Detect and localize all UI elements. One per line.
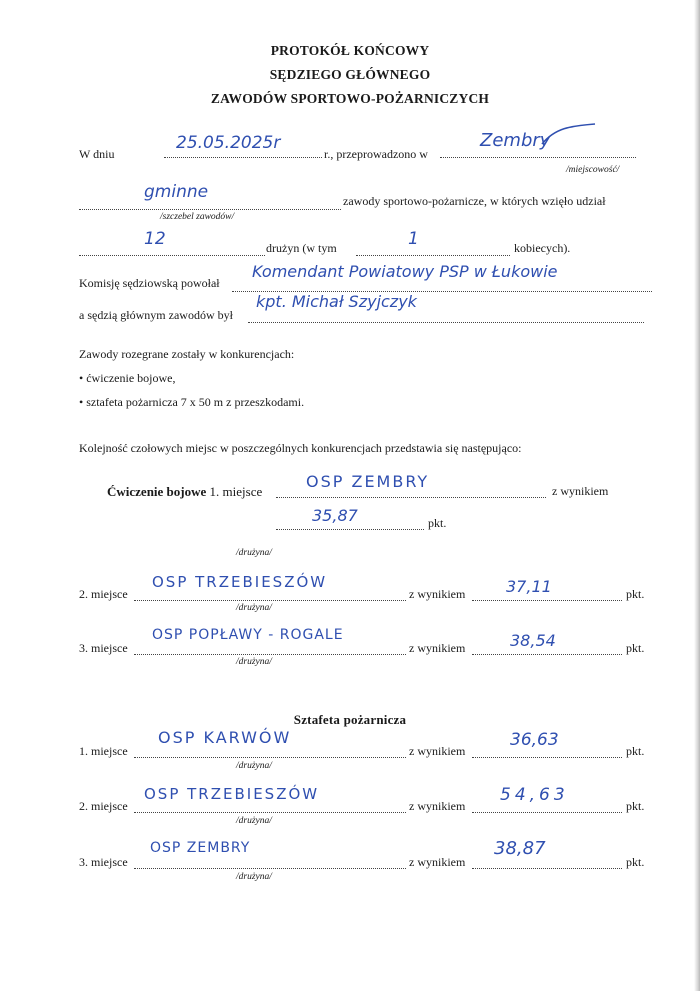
date-handwritten: 25.05.2025r <box>176 133 281 153</box>
sztafeta-place-3-score: 38,87 <box>494 838 546 859</box>
cwiczenie-place-2: 2. miejsce <box>79 587 128 601</box>
sztafeta-place-1-score-line <box>472 756 622 758</box>
women-handwritten: 1 <box>408 229 419 249</box>
sztafeta-place-3: 3. miejsce <box>79 855 128 869</box>
cwiczenie-place-3-caption: /drużyna/ <box>236 657 272 667</box>
title-line-3: ZAWODÓW SPORTOWO-POŻARNICZYCH <box>210 91 490 106</box>
level-field-line <box>79 208 341 210</box>
sztafeta-place-3-team: OSP ZEMBRY <box>150 840 251 856</box>
label-zawody: zawody sportowo-pożarnicze, w których wzięło udział <box>343 194 606 208</box>
place-handwritten: Zembry <box>480 130 551 151</box>
sztafeta-place-3-caption: /drużyna/ <box>236 872 272 882</box>
sztafeta-place-2-pkt: pkt. <box>626 799 645 813</box>
sztafeta-place-2-caption: /drużyna/ <box>236 816 272 826</box>
place-field-line <box>440 156 636 158</box>
label-komisja: Komisję sędziowską powołał <box>79 276 220 290</box>
date-field-line <box>164 156 322 158</box>
teams-field-line <box>79 254 265 256</box>
sztafeta-place-2-team-line <box>134 811 406 813</box>
cwiczenie-place-3-z-wynikiem: z wynikiem <box>409 641 466 655</box>
sztafeta-place-2: 2. miejsce <box>79 799 128 813</box>
cwiczenie-place-2-caption: /drużyna/ <box>236 603 272 613</box>
teams-handwritten: 12 <box>144 229 166 249</box>
level-handwritten: gminne <box>144 182 209 202</box>
sztafeta-place-1-caption: /drużyna/ <box>236 761 272 771</box>
cwiczenie-place-2-z-wynikiem: z wynikiem <box>409 587 466 601</box>
cwiczenie-place-3-score: 38,54 <box>510 631 556 650</box>
cwiczenie-label <box>107 484 262 500</box>
sedzia-field-line <box>248 321 644 323</box>
cwiczenie-first-place: 1. miejsce <box>209 484 263 499</box>
cwiczenie-place-3-pkt: pkt. <box>626 641 645 655</box>
title-line-2: SĘDZIEGO GŁÓWNEGO <box>269 67 431 82</box>
sztafeta-place-2-score-line <box>472 811 622 813</box>
cwiczenie-first-caption: /drużyna/ <box>236 548 272 558</box>
cwiczenie-first-team-line <box>276 496 546 498</box>
label-sedzia: a sędzią głównym zawodów był <box>79 308 233 322</box>
sztafeta-place-3-score-line <box>472 867 622 869</box>
cwiczenie-bold: Ćwiczenie bojowe <box>107 484 207 499</box>
sztafeta-title: Sztafeta pożarnicza <box>293 712 407 727</box>
cwiczenie-place-3-team-line <box>134 653 406 655</box>
komisja-handwritten: Komendant Powiatowy PSP w Łukowie <box>252 262 558 281</box>
sztafeta-place-1-z-wynikiem: z wynikiem <box>409 744 466 758</box>
level-caption: /szczebel zawodów/ <box>160 212 235 222</box>
cwiczenie-z-wynikiem: z wynikiem <box>552 484 609 498</box>
konkurencja-item-1: • ćwiczenie bojowe, <box>79 371 176 385</box>
sztafeta-place-1-score: 36,63 <box>510 730 559 750</box>
cwiczenie-place-2-team: OSP TRZEBIESZÓW <box>152 573 328 591</box>
sztafeta-place-2-score: 54,63 <box>500 785 569 805</box>
cwiczenie-first-score-line <box>276 528 424 530</box>
kolejnosc-text: Kolejność czołowych miejsc w poszczególnych konkurencjach przedstawia się następująco: <box>79 441 522 455</box>
sztafeta-place-3-pkt: pkt. <box>626 855 645 869</box>
cwiczenie-place-3-team: OSP POPŁAWY - ROGALE <box>152 627 344 643</box>
label-druzyn: drużyn (w tym <box>266 241 337 255</box>
label-przeprowadzono: r., przeprowadzono w <box>324 147 428 161</box>
cwiczenie-first-score: 35,87 <box>312 506 358 525</box>
title-line-1: PROTOKÓŁ KOŃCOWY <box>270 43 430 58</box>
cwiczenie-place-2-team-line <box>134 599 406 601</box>
cwiczenie-place-3-score-line <box>472 653 622 655</box>
sztafeta-place-3-z-wynikiem: z wynikiem <box>409 855 466 869</box>
cwiczenie-place-3: 3. miejsce <box>79 641 128 655</box>
cwiczenie-first-pkt: pkt. <box>428 516 447 530</box>
place-flourish <box>540 122 600 152</box>
sztafeta-place-1-team-line <box>134 756 406 758</box>
sztafeta-place-3-team-line <box>134 867 406 869</box>
sztafeta-place-1-team: OSP KARWÓW <box>158 728 292 747</box>
sedzia-handwritten: kpt. Michał Szyjczyk <box>256 292 417 311</box>
sztafeta-place-1-pkt: pkt. <box>626 744 645 758</box>
sztafeta-place-1: 1. miejsce <box>79 744 128 758</box>
label-w-dniu: W dniu <box>79 147 115 161</box>
place-caption: /miejscowość/ <box>566 165 620 175</box>
sztafeta-place-2-z-wynikiem: z wynikiem <box>409 799 466 813</box>
scan-edge-shadow <box>694 0 700 991</box>
cwiczenie-place-2-pkt: pkt. <box>626 587 645 601</box>
konkurencja-item-2: • sztafeta pożarnicza 7 x 50 m z przeszkodami. <box>79 395 305 409</box>
label-kobiecych: kobiecych). <box>514 241 571 255</box>
cwiczenie-place-2-score: 37,11 <box>506 577 552 596</box>
sztafeta-place-2-team: OSP TRZEBIESZÓW <box>144 785 320 803</box>
konkurencje-intro: Zawody rozegrane zostały w konkurencjach: <box>79 347 295 361</box>
women-field-line <box>356 254 510 256</box>
cwiczenie-place-2-score-line <box>472 599 622 601</box>
cwiczenie-first-team: OSP ZEMBRY <box>306 472 430 491</box>
